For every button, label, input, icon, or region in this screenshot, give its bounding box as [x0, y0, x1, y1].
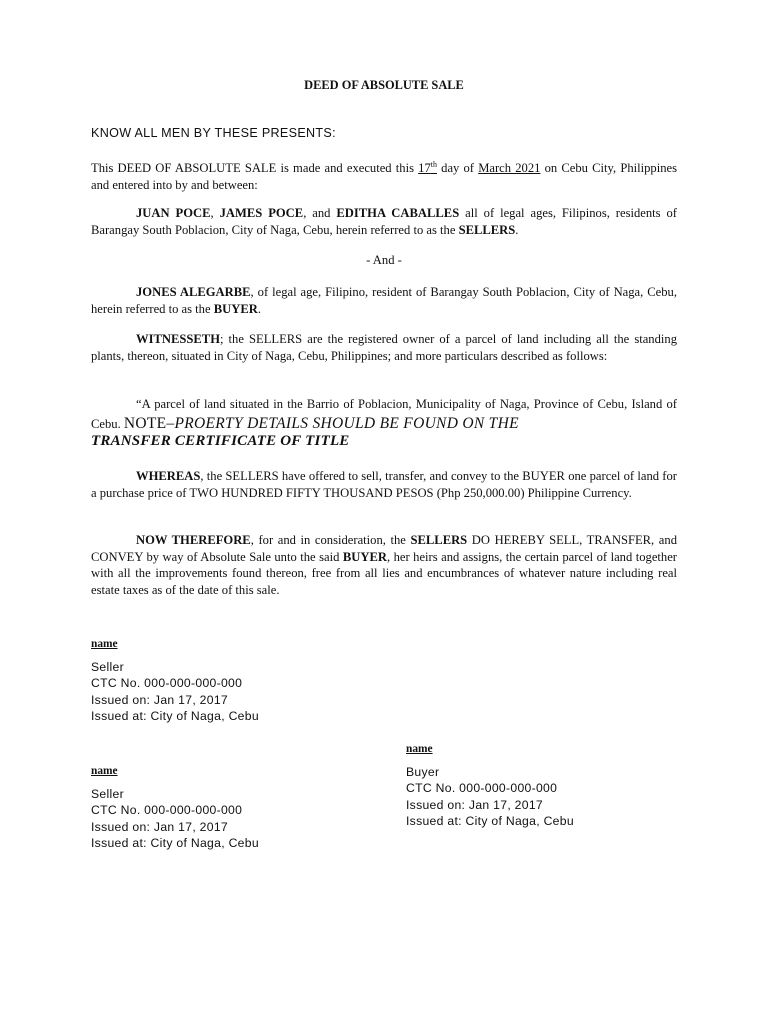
intro-paragraph	[91, 157, 677, 193]
signatory-issued-on: Issued on: Jan 17, 2017	[91, 819, 228, 834]
signatory-role: Seller	[91, 787, 124, 802]
know-all-men-line: KNOW ALL MEN BY THESE PRESENTS:	[91, 126, 336, 140]
buyer-paragraph	[91, 284, 677, 317]
parcel-text: “A parcel of land situated in the Barrio of Poblacion, Municipality of Naga, Province of Cebu, Island of Cebu.	[91, 397, 677, 431]
sellers-sep-1: ,	[210, 206, 220, 220]
sellers-sep-2: , and	[303, 206, 337, 220]
signatory-role: Buyer	[406, 765, 440, 780]
sellers-end: .	[515, 222, 519, 237]
seller-name-3: EDITHA CABALLES	[336, 206, 460, 220]
signatory-issued-on: Issued on: Jan 17, 2017	[91, 692, 228, 707]
signatory-issued-at: Issued at: City of Naga, Cebu	[91, 708, 259, 723]
signatory-name: name	[406, 743, 433, 755]
whereas-paragraph	[91, 468, 677, 501]
note-text: PROERTY DETAILS SHOULD BE FOUND ON THE	[174, 415, 519, 432]
parcel-paragraph	[91, 395, 677, 434]
signature-block-seller-2	[91, 763, 259, 851]
seller-name-1: JUAN POCE	[136, 206, 211, 220]
witnesseth-paragraph	[91, 331, 677, 364]
now-therefore-text-1: , for and in consideration, the	[250, 533, 411, 547]
buyer-end: .	[257, 301, 261, 316]
intro-text-1: This DEED OF ABSOLUTE SALE is made and executed this	[91, 161, 419, 176]
intro-text-3: on Cebu City, Philippines and entered into by and between:	[91, 161, 677, 192]
witnesseth-lead: WITNESSETH	[136, 332, 220, 346]
signatory-issued-on: Issued on: Jan 17, 2017	[406, 797, 543, 812]
signatory-ctc: CTC No. 000-000-000-000	[91, 803, 243, 818]
seller-name-2: JAMES POCE	[219, 206, 304, 220]
transfer-certificate-title: TRANSFER CERTIFICATE OF TITLE	[91, 433, 350, 449]
note-label: NOTE	[123, 415, 167, 432]
sellers-label: SELLERS	[458, 222, 516, 237]
now-therefore-sellers: SELLERS	[410, 533, 468, 547]
intro-month-year: March 2021	[478, 161, 541, 176]
sellers-text: all of legal ages, Filipinos, residents of Barangay South Poblacion, City of Naga, Cebu, herein referred to as the	[91, 206, 677, 237]
signatory-name: name	[91, 765, 118, 777]
whereas-lead: WHEREAS	[136, 469, 201, 483]
and-separator: - And -	[366, 253, 402, 267]
now-therefore-paragraph	[91, 532, 677, 598]
signatory-issued-at: Issued at: City of Naga, Cebu	[91, 835, 259, 850]
whereas-text: , the SELLERS have offered to sell, transfer, and convey to the BUYER one parcel of land for a purchase price of TWO HUNDRED FIFTY THOUSAND PESOS (Php 250,000.00) Philippine Currency.	[91, 469, 677, 500]
intro-text-2: day of	[436, 161, 479, 176]
note-dash: –	[166, 415, 175, 432]
buyer-text: , of legal age, Filipino, resident of Barangay South Poblacion, City of Naga, Cebu, herein referred to as the	[91, 285, 677, 316]
buyer-name: JONES ALEGARBE	[136, 285, 251, 299]
intro-day-number: 17	[418, 161, 431, 176]
now-therefore-lead: NOW THEREFORE	[136, 533, 251, 547]
now-therefore-text-2: DO HEREBY SELL, TRANSFER, and CONVEY by way of Absolute Sale unto the said	[91, 533, 677, 564]
witnesseth-text: ; the SELLERS are the registered owner of a parcel of land including all the standing plants, thereon, situated in City of Naga, Cebu, Philippines; and more particulars described as follows:	[91, 332, 677, 363]
signatory-issued-at: Issued at: City of Naga, Cebu	[406, 813, 574, 828]
intro-day	[418, 161, 437, 175]
signatory-name: name	[91, 638, 118, 650]
sellers-paragraph	[91, 205, 677, 238]
now-therefore-buyer: BUYER	[342, 549, 387, 564]
signatory-ctc: CTC No. 000-000-000-000	[406, 781, 558, 796]
signatory-ctc: CTC No. 000-000-000-000	[91, 676, 243, 691]
signatory-role: Seller	[91, 660, 124, 675]
signature-block-seller-1	[91, 636, 259, 724]
signature-block-buyer	[406, 741, 574, 829]
intro-day-suffix: th	[430, 160, 437, 169]
document-title: DEED OF ABSOLUTE SALE	[304, 78, 464, 92]
buyer-label: BUYER	[213, 301, 258, 316]
now-therefore-text-3: , her heirs and assigns, the certain parcel of land together with all the improvements found thereon, free from all lies and encumbrances of whatever nature including real estate taxes as of the date of this sale.	[91, 549, 677, 597]
